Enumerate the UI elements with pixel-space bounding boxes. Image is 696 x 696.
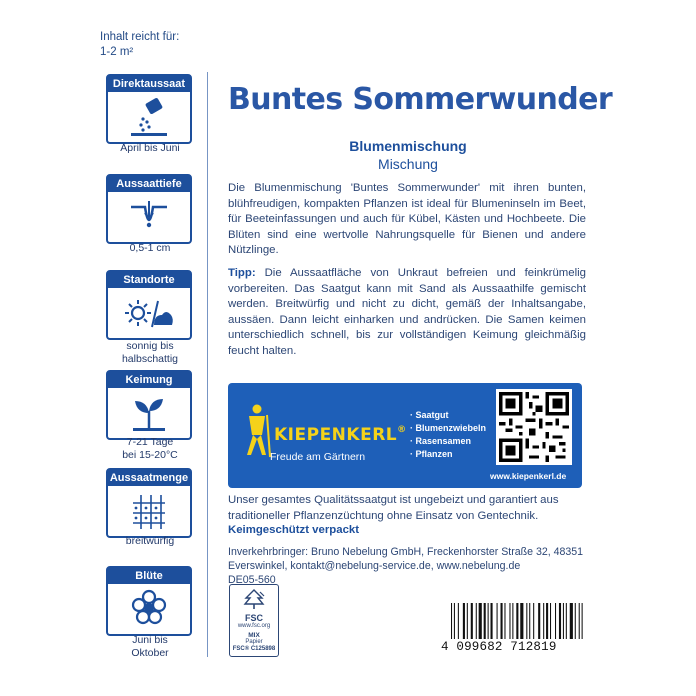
barcode-bar: [504, 603, 505, 639]
barcode-bar: [559, 603, 561, 639]
barcode-bar: [454, 603, 455, 639]
standorte-label: Standorte: [108, 272, 190, 288]
flower-icon: [127, 587, 171, 631]
barcode-bar: [579, 603, 580, 639]
fsc-label: [229, 584, 279, 657]
product-categories: [410, 409, 486, 461]
direktaussaat-box: [106, 74, 192, 144]
product-title: Buntes Sommerwunder: [228, 82, 613, 117]
barcode-bar: [533, 603, 534, 639]
keimung-label: Keimung: [108, 372, 190, 388]
germ-protection-note: Keimgeschützt verpackt: [228, 524, 360, 536]
aussaattiefe-label: Aussaattiefe: [108, 176, 190, 192]
seedling-icon: [127, 391, 171, 435]
barcode-bar: [451, 603, 452, 639]
quality-statement: Unser gesamtes Qualitätssaatgut ist ungebeizt und garantiert aus traditioneller Pflanzenzüchtung ohne Einsatz von Gentechnik.: [228, 494, 559, 522]
website-url[interactable]: www.kiepenkerl.de: [490, 471, 567, 481]
barcode-bar: [555, 603, 556, 639]
brand-slogan: Freude am Gärtnern: [270, 451, 366, 463]
aussaattiefe-box: [106, 174, 192, 244]
fsc-mix: MIX: [248, 632, 260, 639]
barcode-bar: [491, 603, 493, 639]
brand-name: [246, 425, 407, 445]
direktaussaat-label: Direktaussaat: [108, 76, 190, 92]
inhalt-value: 1-2 m²: [100, 46, 134, 58]
bluete-label: Blüte: [108, 568, 190, 584]
barcode-bar: [512, 603, 513, 639]
qr-code[interactable]: [496, 389, 572, 465]
sowing-bag-icon: [127, 95, 171, 139]
keimung-box: [106, 370, 192, 440]
sowing-depth-icon: [127, 195, 171, 239]
column-divider: [207, 72, 208, 657]
registered-mark: ®: [397, 425, 407, 435]
aussaatmenge-label: Aussaatmenge: [109, 472, 189, 484]
product-code: DE05-560: [228, 574, 276, 586]
barcode-bar: [563, 603, 564, 639]
barcode-bar: [467, 603, 468, 639]
fsc-site: www.fsc.org: [237, 623, 271, 629]
barcode-bar: [575, 603, 576, 639]
standorte-caption-1: sonnig bis: [126, 340, 174, 352]
barcode-bar: [529, 603, 530, 639]
tip-text: Die Aussaatfläche von Unkraut befreien und feinkrümelig vorbereiten. Das Saatgut kann mit Sand als Aussaathilfe gemischt werden. Breitwürfig und nicht zu dicht, gemäß der Inhaltsangabe, aussäen. Dann leicht einharken und andrücken. Die Samen keimen unterschiedlich schnell, bis zur vollständigen Keimung gleichmäßig feucht halten.: [228, 267, 586, 357]
seed-grid-icon: [127, 489, 171, 533]
barcode-bar: [501, 603, 503, 639]
tip-label: Tipp:: [228, 267, 256, 279]
barcode-bar: [582, 603, 583, 639]
barcode-bar: [471, 603, 473, 639]
keimung-caption-2: bei 15-20°C: [122, 449, 178, 461]
distributor-info: [228, 545, 586, 587]
aussaatmenge-box: [106, 468, 192, 538]
fsc-license: FSC® C125898: [232, 646, 276, 652]
barcode-bar: [509, 603, 510, 639]
keimung-caption-1: 7-21 Tage: [126, 436, 174, 448]
sun-cloud-icon: [124, 291, 174, 335]
category-item: · Rasensamen: [410, 436, 472, 446]
barcode-bar: [538, 603, 540, 639]
tip-paragraph: [228, 266, 586, 360]
barcode-bar: [566, 603, 567, 639]
aussaattiefe-caption: 0,5-1 cm: [129, 242, 171, 254]
barcode-bar: [476, 603, 477, 639]
distributor-address: Inverkehrbringer: Bruno Nebelung GmbH, Freckenhorster Straße 32, 48351 Everswinkel, kontakt@nebelung-service.de, www.nebelung.de: [228, 546, 584, 572]
barcode-bar: [484, 603, 486, 639]
category-item: · Pflanzen: [410, 449, 453, 459]
sidebar: [100, 30, 200, 659]
category-item: · Blumenzwiebeln: [410, 423, 487, 433]
direktaussaat-caption: April bis Juni: [120, 142, 180, 154]
bluete-caption-1: Juni bis: [132, 634, 168, 646]
qr-code-icon: [499, 392, 569, 462]
barcode-bar: [543, 603, 544, 639]
fsc-name: FSC: [245, 613, 263, 623]
product-subtitle: Blumenmischung: [349, 138, 467, 154]
inhalt-label: Inhalt reicht für:: [100, 31, 180, 43]
brand-text: KIEPENKERL: [274, 425, 398, 445]
barcode-bar: [479, 603, 482, 639]
barcode-bar: [516, 603, 518, 639]
barcode-bar: [570, 603, 573, 639]
description-text: Die Blumenmischung 'Buntes Sommerwunder' mit ihren bunten, blühfreudigen, kompakten Pflanzen ist ideal für Blumeninseln im Beet, für Beeteinfassungen und auch für Kübel, Kästen und Hochbeete. Die Blüten sind eine wertvolle Nahrungsquelle für Bienen und andere Nützlinge.: [228, 182, 586, 257]
aussaatmenge-caption: breitwürfig: [125, 535, 175, 547]
fsc-tree-icon: [240, 588, 268, 610]
barcode-bar: [550, 603, 551, 639]
bluete-caption-2: Oktober: [131, 647, 169, 659]
standorte-caption-2: halbschattig: [121, 353, 179, 365]
barcode-bar: [458, 603, 459, 639]
barcode-bar: [546, 603, 548, 639]
barcode-number: 4 099682 712819: [441, 640, 557, 654]
kiepenkerl-banner: [228, 383, 582, 488]
bluete-box: [106, 566, 192, 636]
product-type: Mischung: [378, 156, 438, 172]
category-item: · Saatgut: [410, 410, 449, 420]
barcode-bar: [488, 603, 489, 639]
barcode-bar: [520, 603, 523, 639]
standorte-box: [106, 270, 192, 340]
barcode-bar: [497, 603, 498, 639]
fsc-papier: Papier: [245, 639, 263, 645]
barcode-bar: [526, 603, 527, 639]
barcode-bar: [463, 603, 465, 639]
